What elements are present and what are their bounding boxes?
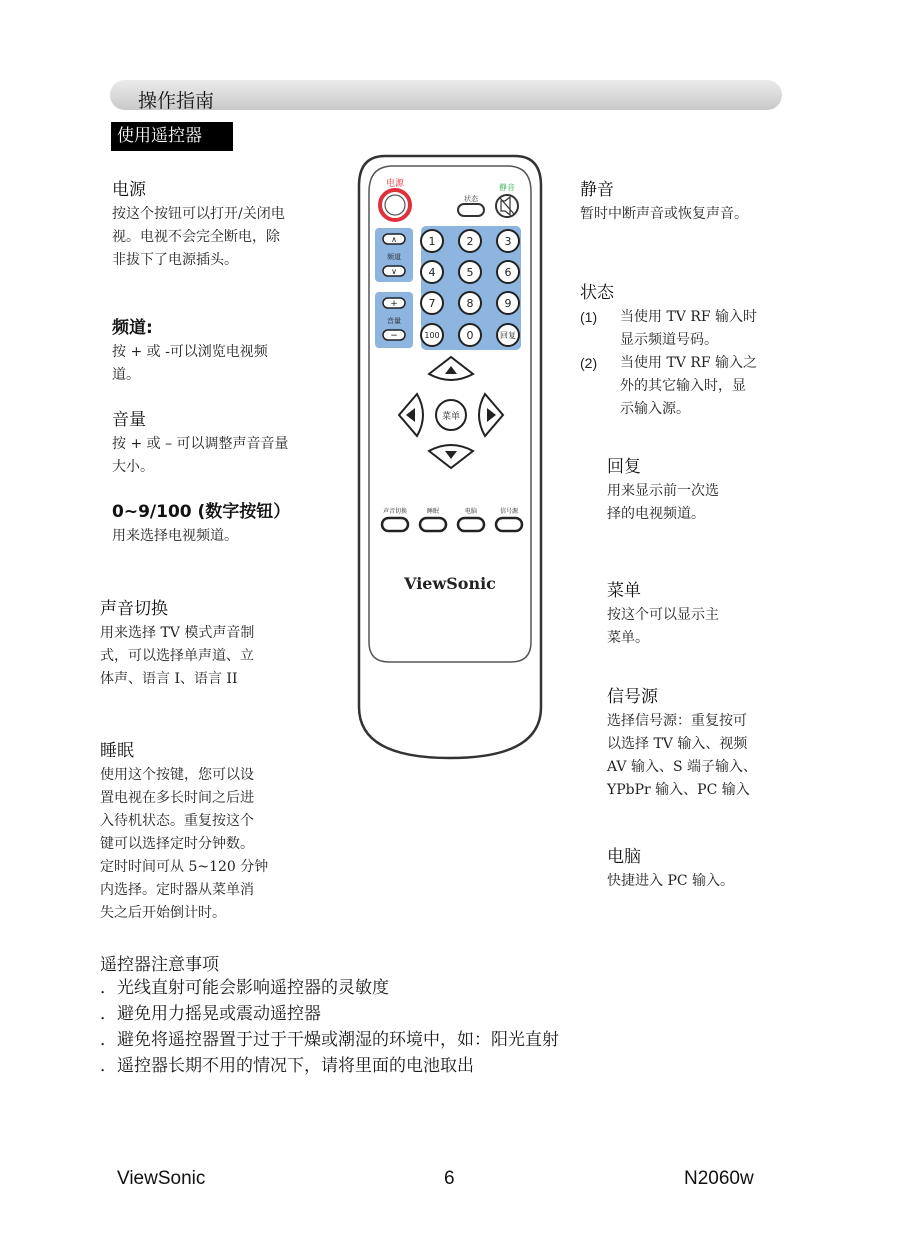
channel-down-icon: ∨ xyxy=(391,267,397,276)
channel-up-icon: ∧ xyxy=(391,235,397,244)
volume-body: 按 + 或 – 可以调整声音音量 大小。 xyxy=(112,436,289,475)
source-title: 信号源 xyxy=(607,687,658,707)
sleep-title: 睡眠 xyxy=(100,741,134,761)
function-button-label: 声音切换 xyxy=(382,508,408,515)
volume-block xyxy=(112,405,337,479)
sound-block xyxy=(100,594,310,691)
status-item-text: 当使用 TV RF 输入时 显示频道号码。 xyxy=(620,309,758,348)
minus-icon: − xyxy=(390,331,398,341)
digit-label: 100 xyxy=(424,331,440,340)
mute-body: 暂时中断声音或恢复声音。 xyxy=(580,206,748,222)
digit-label: 8 xyxy=(466,297,474,310)
function-button-label: 睡眠 xyxy=(426,508,440,515)
footer-model: N2060w xyxy=(684,1168,754,1189)
power-body: 按这个按钮可以打开/关闭电 视。电视不会完全断电，除 非拔下了电源插头。 xyxy=(112,206,285,268)
menu-button-label: 菜单 xyxy=(441,412,461,422)
mute-label: 静音 xyxy=(499,183,515,192)
footer-brand: ViewSonic xyxy=(117,1168,206,1189)
digit-label: 5 xyxy=(466,266,474,279)
function-button[interactable] xyxy=(382,518,408,531)
section-tag: 使用遥控器 xyxy=(111,122,233,151)
notes-list xyxy=(100,975,559,1079)
source-block xyxy=(607,682,807,802)
digit-label: 3 xyxy=(504,235,512,248)
channel-block xyxy=(112,313,337,387)
digit-label: 0 xyxy=(466,329,474,342)
status-label: 状态 xyxy=(464,195,478,203)
digit-label: 6 xyxy=(504,266,512,279)
digits-body: 用来选择电视频道。 xyxy=(112,528,238,544)
digits-block xyxy=(112,497,337,548)
menu-title: 菜单 xyxy=(607,581,641,601)
menu-body: 按这个可以显示主 菜单。 xyxy=(607,607,719,646)
source-body: 选择信号源：重复按可 以选择 TV 输入、视频 AV 输入、S 端子输入、 YPbPr 输入、PC 输入 xyxy=(607,713,758,798)
status-title: 状态 xyxy=(580,283,614,303)
status-button[interactable] xyxy=(458,204,484,216)
channel-label: 频道 xyxy=(387,253,401,261)
power-label: 电源 xyxy=(385,179,405,189)
digit-label: 2 xyxy=(466,235,474,248)
mute-block xyxy=(580,175,795,226)
function-button[interactable] xyxy=(496,518,522,531)
recall-body: 用来显示前一次选 择的电视频道。 xyxy=(607,483,719,522)
channel-title: 频道: xyxy=(112,318,153,338)
function-button[interactable] xyxy=(420,518,446,531)
volume-title: 音量 xyxy=(112,410,146,430)
mute-title: 静音 xyxy=(580,180,614,200)
recall-title: 回复 xyxy=(607,457,641,477)
remote-control xyxy=(355,152,545,764)
notes-item: ．光线直射可能会影响遥控器的灵敏度 xyxy=(100,978,389,998)
notes-item: ．遥控器长期不用的情况下，请将里面的电池取出 xyxy=(100,1056,474,1076)
digits-title: 0~9/100 (数字按钮） xyxy=(112,502,291,522)
digit-label: 9 xyxy=(504,297,512,310)
status-block xyxy=(580,278,800,421)
sleep-body: 使用这个按键，您可以设 置电视在多长时间之后进 入待机状态。重复按这个 键可以选择定时分钟数。 定时时间可从 5~120 分钟 内选择。定时器从菜单消 失之后开始倒计时。 xyxy=(100,767,269,921)
digit-label: 7 xyxy=(428,297,436,310)
power-title: 电源 xyxy=(112,180,146,200)
menu-block xyxy=(607,576,797,650)
sound-body: 用来选择 TV 模式声音制 式，可以选择单声道、立 体声、语言 I、语言 II xyxy=(100,625,255,687)
notes-item: ．避免将遥控器置于过于干燥或潮湿的环境中，如：阳光直射 xyxy=(100,1030,559,1050)
power-block xyxy=(112,175,337,272)
plus-icon: + xyxy=(390,299,398,309)
status-item-num: (1) xyxy=(580,309,598,325)
digit-label: 1 xyxy=(428,235,436,248)
notes-item: ．避免用力摇晃或震动遥控器 xyxy=(100,1004,321,1024)
sound-title: 声音切换 xyxy=(100,599,168,619)
page-number: 6 xyxy=(444,1168,455,1189)
channel-body: 按 + 或 -可以浏览电视频 道。 xyxy=(112,344,268,383)
status-item-text: 当使用 TV RF 输入之 外的其它输入时，显 示输入源。 xyxy=(620,355,758,417)
pc-block xyxy=(607,842,797,893)
function-button-label: 信号源 xyxy=(499,508,519,515)
volume-label: 音量 xyxy=(387,317,401,325)
pc-title: 电脑 xyxy=(607,847,641,867)
function-button[interactable] xyxy=(458,518,484,531)
status-item-num: (2) xyxy=(580,355,598,371)
function-button-label: 电脑 xyxy=(464,508,478,515)
status-item xyxy=(580,306,800,352)
digit-label: 回复 xyxy=(500,331,516,340)
recall-block xyxy=(607,452,797,526)
sleep-block xyxy=(100,736,310,925)
remote-brand: ViewSonic xyxy=(404,574,496,593)
pc-body: 快捷进入 PC 输入。 xyxy=(607,873,735,889)
status-item xyxy=(580,352,800,421)
page-title: 操作指南 xyxy=(138,90,215,112)
digit-label: 4 xyxy=(428,266,436,279)
notes-title: 遥控器注意事项 xyxy=(100,955,219,975)
